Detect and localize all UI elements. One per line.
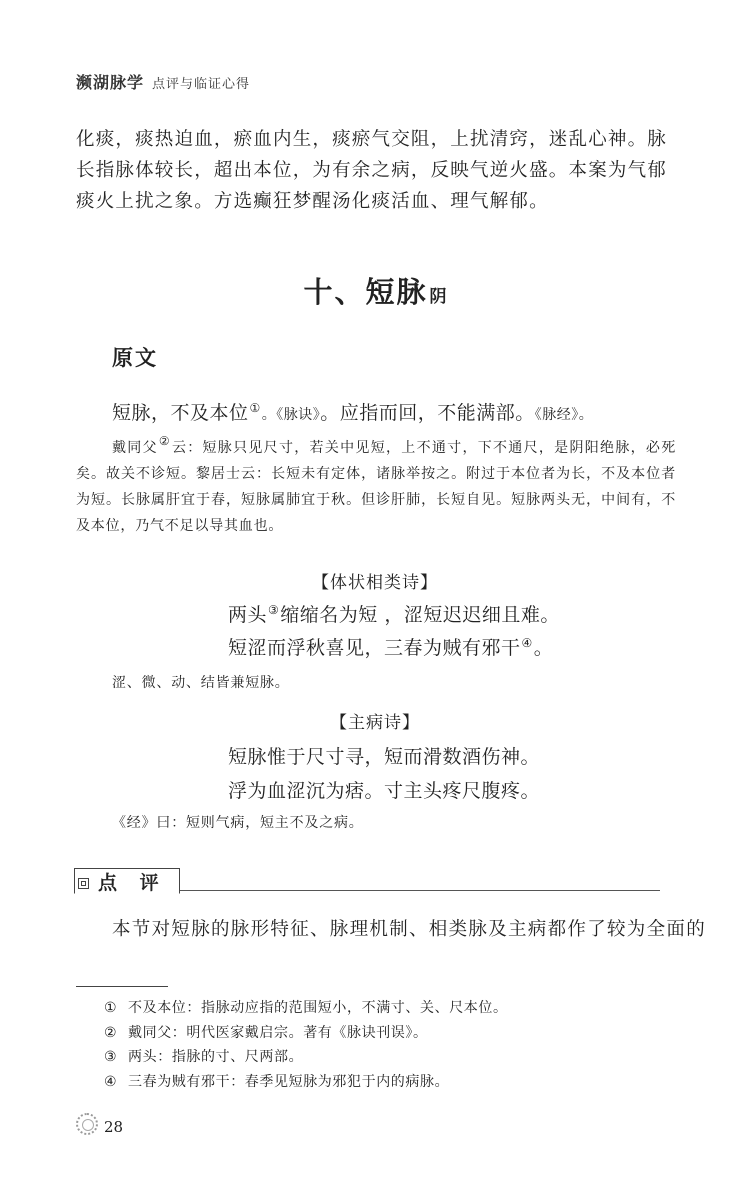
footnote-item [104,1021,508,1046]
footnote-ref-1: ① [249,401,261,415]
original-part1: 短脉，不及本位 [112,402,249,424]
footnote-item [104,1045,508,1070]
original-source-2: 《脉经》 [534,407,579,423]
book-title: 濒湖脉学 [76,73,145,92]
poem1-line2 [228,633,553,660]
footnote-rule [76,986,168,987]
poem1-line1 [228,600,560,627]
commentary-note [76,428,676,539]
poem1-line2-a: 短涩而浮秋喜见，三春为贼有邪干 [228,637,521,659]
original-source-1: 。《脉诀》 [261,407,321,423]
footnote-number: ① [104,1000,118,1016]
footnote-item [104,1070,508,1095]
poem1-note: 涩、微、动、结皆兼短脉。 [112,675,290,691]
footnote-text: 三春为贼有邪干：春季见短脉为邪犯于内的病脉。 [128,1073,450,1090]
footnote-text: 不及本位：指脉动应指的范围短小，不满寸、关、尺本位。 [128,1000,508,1016]
poem2-line2: 浮为血涩沉为痞。寸主头疼尺腹疼。 [228,780,541,802]
dianping-label: 点 评 [98,872,167,894]
poem1-line1-b: 缩缩名为短 ，涩短迟迟细且难。 [280,604,560,626]
poem1-line2-b: 。 [533,637,554,659]
footnotes [104,996,508,1094]
running-header [76,70,250,93]
footnote-item [104,996,508,1021]
footnote-number: ③ [104,1049,118,1065]
footnote-text: 戴同父：明代医家戴启宗。著有《脉诀刊误》。 [128,1024,428,1041]
square-bullet-icon [78,878,89,889]
chapter-title-text: 十、短脉 [303,275,428,309]
chapter-title [0,270,750,311]
footnote-ref-3: ③ [268,603,280,617]
body-paragraph: 本节对短脉的脉形特征、脉理机制、相类脉及主病都作了较为全面的 [112,919,707,940]
footnote-number: ② [104,1024,118,1041]
footnote-ref-2: ② [158,434,171,448]
intro-paragraph: 化痰，痰热迫血，瘀血内生，痰瘀气交阻，上扰清窍，迷乱心神。脉长指脉体较长，超出本位，为有余之病，反映气逆火盛。本案为气郁痰火上扰之象。方选癫狂梦醒汤化痰活血、理气解郁。 [76,129,668,212]
original-end: 。 [578,407,594,423]
footnote-number: ④ [104,1073,118,1090]
commentary-text: 云：短脉只见尺寸，若关中见短，上不通寸，下不通尺，是阴阳绝脉，必死矣。故关不诊短。黎居士云：长短未有定体，诸脉举按之。附过于本位者为长，不及本位者为短。长脉属肝宜于春，短脉属肺宜于秋。但诊肝肺，长短自见。短脉两头无，中间有，不及本位，乃气不足以导其血也。 [76,440,677,534]
dianping-rule [180,890,660,891]
poem2-note: 《经》曰：短则气病，短主不及之病。 [112,815,364,831]
book-subtitle: 点评与临证心得 [152,77,251,92]
page-ornament-icon [76,1113,98,1135]
poem2-title: 【主病诗】 [330,713,420,733]
footnote-ref-4: ④ [521,636,533,650]
commentary-lead: 戴同父 [112,440,158,456]
poem1-title: 【体状相类诗】 [312,573,438,593]
chapter-tag: 阴 [429,287,447,307]
poem1-line1-a: 两头 [228,604,268,626]
footnote-text: 两头：指脉的寸、尺两部。 [128,1049,304,1065]
original-part2: 。应指而回，不能满部。 [320,402,535,424]
poem2-line1: 短脉惟于尺寸寻，短而滑数酒伤神。 [228,746,541,768]
original-text [112,398,593,425]
page-number: 28 [104,1118,124,1136]
section-title: 原文 [112,345,158,370]
